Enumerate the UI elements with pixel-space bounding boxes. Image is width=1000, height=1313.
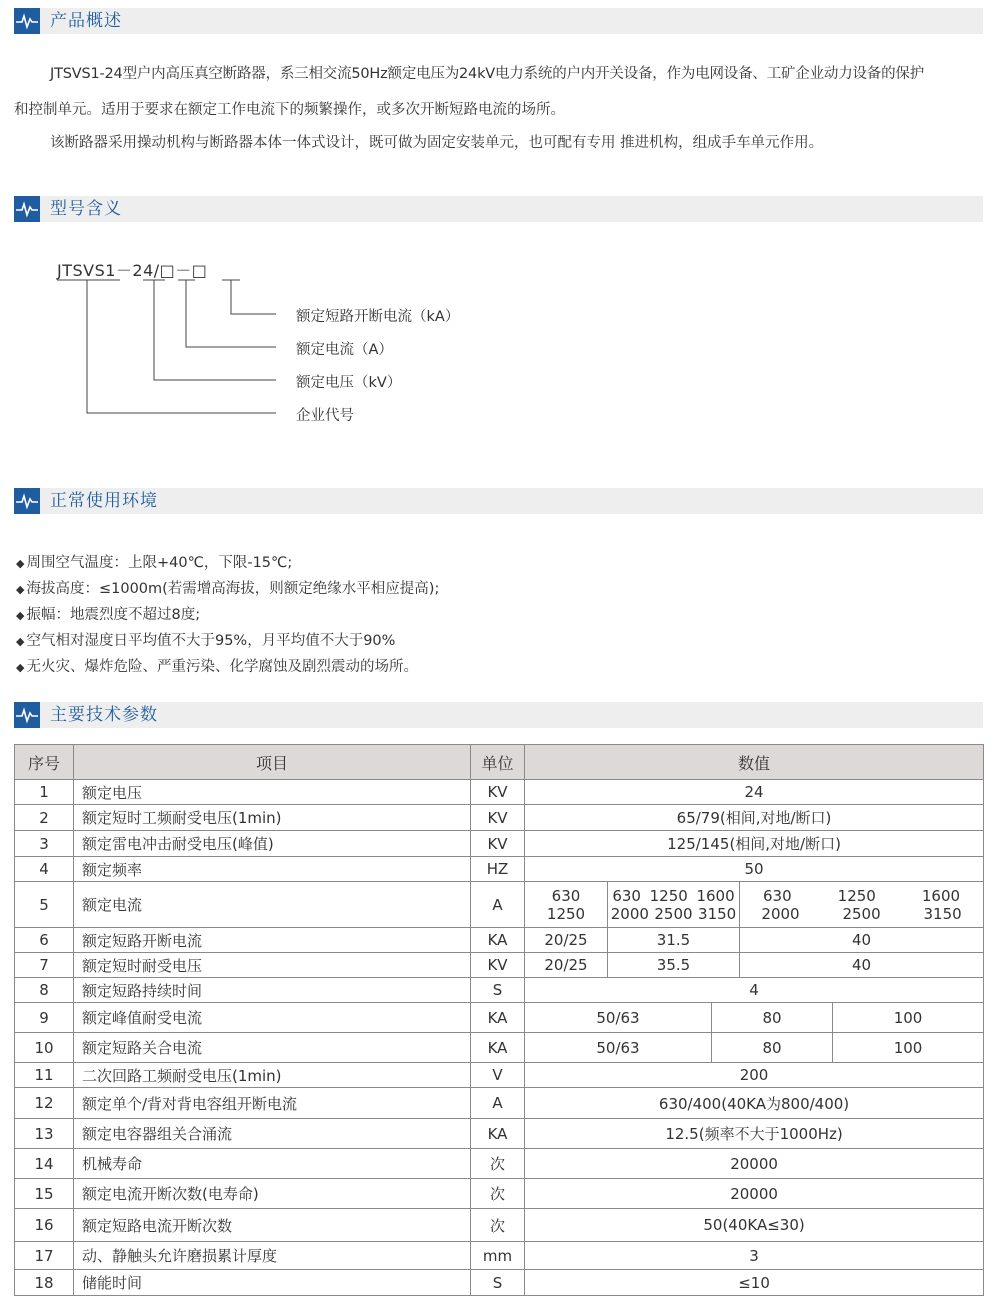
- row-unit: KV: [471, 780, 525, 805]
- row-value: 50: [525, 857, 984, 882]
- row-value: 20000: [525, 1149, 984, 1179]
- row-item: 动、静触头允许磨损累计厚度: [74, 1242, 471, 1270]
- model-label-rated-current: 额定电流（A）: [296, 342, 393, 358]
- row-unit: mm: [471, 1242, 525, 1270]
- row-no: 4: [15, 857, 74, 882]
- row-item: 额定短路关合电流: [74, 1033, 471, 1063]
- row-value: 100: [833, 1033, 984, 1063]
- overview-paragraph-2: 该断路器采用操动机构与断路器本体一体式设计，既可做为固定安装单元，也可配有专用 推进机构，组成手车单元作用。: [50, 135, 824, 151]
- row-item: 机械寿命: [74, 1149, 471, 1179]
- rated-current-group-3: 630 1250 1600 2000 2500 3150: [740, 882, 984, 928]
- model-label-breaking-current: 额定短路开断电流（kA）: [296, 309, 460, 325]
- row-value: 80: [712, 1003, 833, 1033]
- row-no: 13: [15, 1119, 74, 1149]
- bullet-diamond-icon: ◆: [16, 635, 25, 648]
- column-header-no: 序号: [15, 745, 74, 780]
- table-row: [15, 1209, 984, 1242]
- model-label-rated-voltage: 额定电压（kV）: [296, 375, 402, 391]
- table-row: [15, 978, 984, 1003]
- row-value: 50/63: [525, 1003, 712, 1033]
- environment-item: ◆ 周围空气温度：上限+40℃，下限-15℃;: [16, 555, 293, 571]
- environment-item: ◆ 无火灾、爆炸危险、严重污染、化学腐蚀及剧烈震动的场所。: [16, 659, 418, 675]
- row-no: 17: [15, 1242, 74, 1270]
- row-unit: KA: [471, 928, 525, 953]
- row-value: 80: [712, 1033, 833, 1063]
- section-title: 主要技术参数: [50, 705, 158, 725]
- row-no: 6: [15, 928, 74, 953]
- row-unit: S: [471, 1270, 525, 1296]
- row-item: 额定短时耐受电压: [74, 953, 471, 978]
- row-no: 16: [15, 1209, 74, 1242]
- row-item: 额定峰值耐受电流: [74, 1003, 471, 1033]
- row-value: 3: [525, 1242, 984, 1270]
- table-row: [15, 857, 984, 882]
- overview-paragraph-1-line-2: 和控制单元。适用于要求在额定工作电流下的频繁操作，或多次开断短路电流的场所。: [14, 102, 565, 118]
- bullet-diamond-icon: ◆: [16, 583, 25, 596]
- row-unit: A: [471, 1088, 525, 1119]
- row-value: 40: [740, 953, 984, 978]
- column-header-item: 项目: [74, 745, 471, 780]
- row-value: 20/25: [525, 953, 608, 978]
- row-unit: KA: [471, 1033, 525, 1063]
- pulse-icon: [14, 702, 40, 728]
- section-header-params: [14, 702, 983, 728]
- section-title: 产品概述: [50, 11, 122, 31]
- row-unit: KA: [471, 1119, 525, 1149]
- row-no: 15: [15, 1179, 74, 1209]
- table-row: [15, 882, 984, 928]
- row-unit: KA: [471, 1003, 525, 1033]
- row-value: 40: [740, 928, 984, 953]
- row-no: 1: [15, 780, 74, 805]
- overview-paragraph-1-line-1: JTSVS1-24型户内高压真空断路器，系三相交流50Hz额定电压为24kV电力系统的户内开关设备，作为电网设备、工矿企业动力设备的保护: [50, 66, 924, 82]
- row-item: 额定频率: [74, 857, 471, 882]
- row-item: 额定电流开断次数(电寿命): [74, 1179, 471, 1209]
- row-unit: KV: [471, 805, 525, 831]
- table-row: [15, 953, 984, 978]
- row-unit: 次: [471, 1179, 525, 1209]
- environment-item: ◆ 海拔高度：≤1000m(若需增高海拔，则额定绝缘水平相应提高);: [16, 581, 440, 597]
- row-item: 额定电流: [74, 882, 471, 928]
- row-no: 2: [15, 805, 74, 831]
- row-item: 额定短路电流开断次数: [74, 1209, 471, 1242]
- row-value: 50/63: [525, 1033, 712, 1063]
- row-item: 额定单个/背对背电容组开断电流: [74, 1088, 471, 1119]
- table-row: [15, 1003, 984, 1033]
- section-header-environment: [14, 488, 983, 514]
- row-no: 14: [15, 1149, 74, 1179]
- row-value: ≤10: [525, 1270, 984, 1296]
- row-value: 50(40KA≤30): [525, 1209, 984, 1242]
- table-row: [15, 805, 984, 831]
- row-item: 储能时间: [74, 1270, 471, 1296]
- column-header-value: 数值: [525, 745, 984, 780]
- row-unit: 次: [471, 1209, 525, 1242]
- row-value: 125/145(相间,对地/断口): [525, 831, 984, 857]
- row-item: 额定短时工频耐受电压(1min): [74, 805, 471, 831]
- row-value: 24: [525, 780, 984, 805]
- row-item: 额定电压: [74, 780, 471, 805]
- row-no: 9: [15, 1003, 74, 1033]
- row-value: 100: [833, 1003, 984, 1033]
- row-unit: KV: [471, 831, 525, 857]
- environment-item: ◆ 振幅：地震烈度不超过8度;: [16, 607, 201, 623]
- table-row: [15, 780, 984, 805]
- row-item: 额定电容器组关合涌流: [74, 1119, 471, 1149]
- row-value: 65/79(相间,对地/断口): [525, 805, 984, 831]
- table-row: [15, 1242, 984, 1270]
- row-unit: A: [471, 882, 525, 928]
- row-item: 额定短路持续时间: [74, 978, 471, 1003]
- row-item: 额定短路开断电流: [74, 928, 471, 953]
- bullet-diamond-icon: ◆: [16, 557, 25, 570]
- row-no: 3: [15, 831, 74, 857]
- row-value: 4: [525, 978, 984, 1003]
- row-unit: HZ: [471, 857, 525, 882]
- table-row: [15, 1063, 984, 1088]
- row-unit: KV: [471, 953, 525, 978]
- row-no: 11: [15, 1063, 74, 1088]
- row-no: 8: [15, 978, 74, 1003]
- table-row: [15, 928, 984, 953]
- tech-params-table: [14, 744, 984, 1296]
- row-value: 20/25: [525, 928, 608, 953]
- row-no: 18: [15, 1270, 74, 1296]
- pulse-icon: [14, 488, 40, 514]
- bullet-diamond-icon: ◆: [16, 609, 25, 622]
- section-title: 型号含义: [50, 199, 122, 219]
- row-value: 35.5: [608, 953, 740, 978]
- row-unit: 次: [471, 1149, 525, 1179]
- model-code: JTSVS1－24/□－□: [57, 261, 208, 280]
- row-value: 20000: [525, 1179, 984, 1209]
- rated-current-group-1: 630 1250: [525, 882, 608, 928]
- row-unit: V: [471, 1063, 525, 1088]
- table-row: [15, 1179, 984, 1209]
- row-item: 二次回路工频耐受电压(1min): [74, 1063, 471, 1088]
- row-value: 200: [525, 1063, 984, 1088]
- section-title: 正常使用环境: [50, 491, 158, 511]
- table-row: [15, 1033, 984, 1063]
- model-label-company-code: 企业代号: [296, 408, 354, 424]
- row-no: 12: [15, 1088, 74, 1119]
- row-value: 31.5: [608, 928, 740, 953]
- model-diagram-lines: [0, 0, 1000, 440]
- table-row: [15, 1270, 984, 1296]
- row-unit: S: [471, 978, 525, 1003]
- table-header-row: [15, 745, 984, 780]
- bullet-diamond-icon: ◆: [16, 661, 25, 674]
- row-value: 12.5(频率不大于1000Hz): [525, 1119, 984, 1149]
- table-row: [15, 831, 984, 857]
- column-header-unit: 单位: [471, 745, 525, 780]
- row-value: 630/400(40KA为800/400): [525, 1088, 984, 1119]
- row-no: 10: [15, 1033, 74, 1063]
- table-row: [15, 1119, 984, 1149]
- rated-current-group-2: 630 1250 1600 2000 2500 3150: [608, 882, 740, 928]
- table-row: [15, 1149, 984, 1179]
- table-row: [15, 1088, 984, 1119]
- environment-item: ◆ 空气相对湿度日平均值不大于95%，月平均值不大于90%: [16, 633, 396, 649]
- row-item: 额定雷电冲击耐受电压(峰值): [74, 831, 471, 857]
- row-no: 7: [15, 953, 74, 978]
- row-no: 5: [15, 882, 74, 928]
